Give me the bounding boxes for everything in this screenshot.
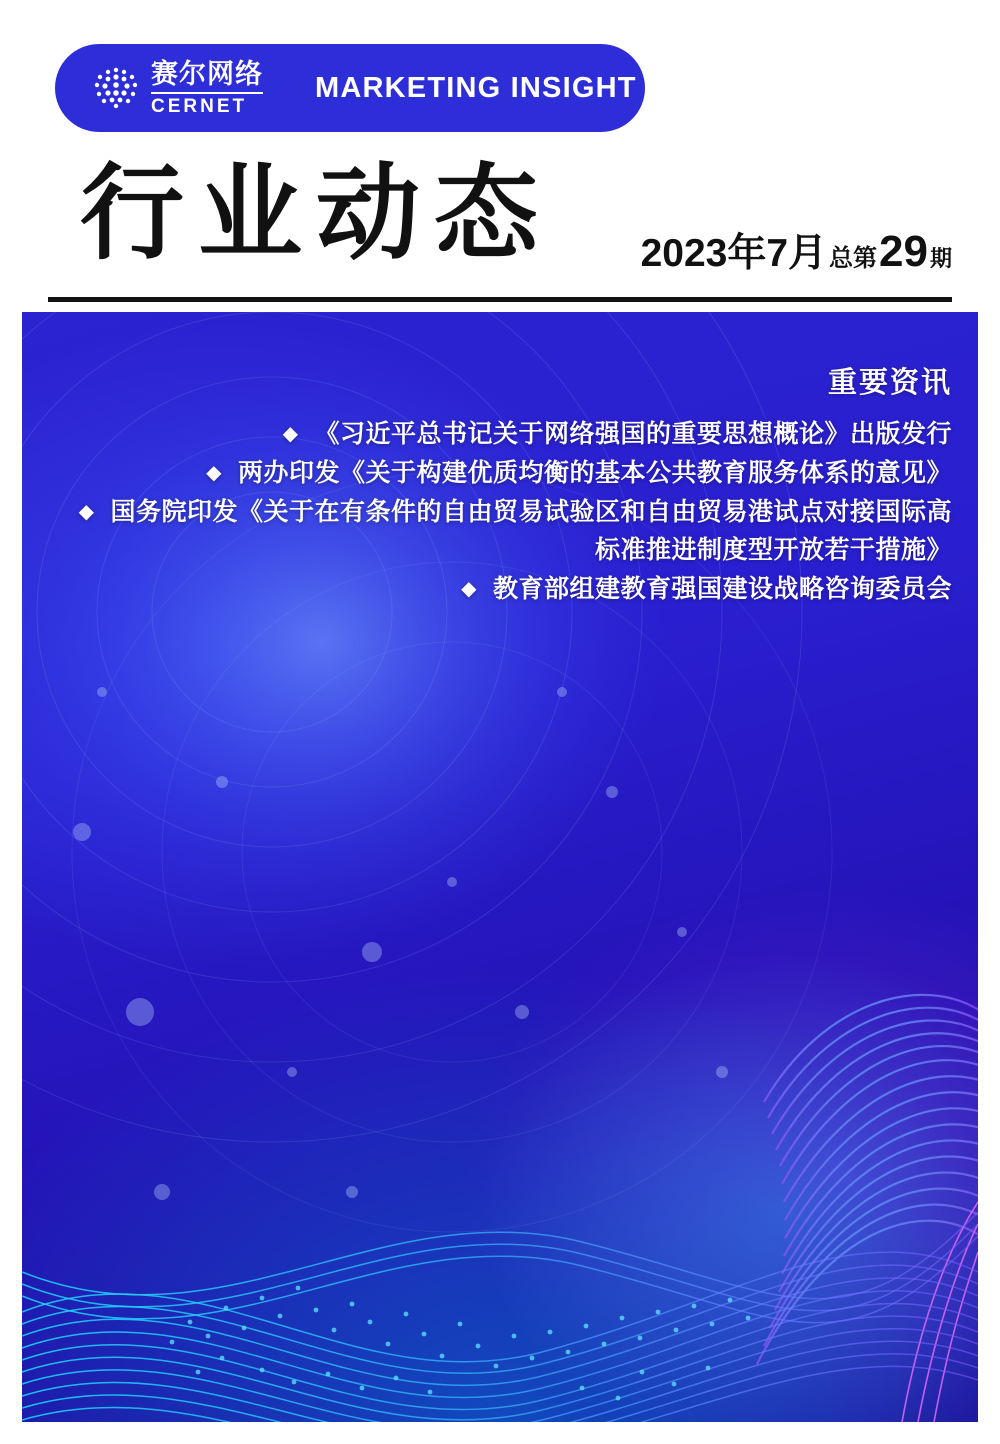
news-item-text: 两办印发《关于构建优质均衡的基本公共教育服务体系的意见》 bbox=[237, 458, 952, 487]
masthead bbox=[0, 150, 1000, 300]
news-section-title: 重要资讯 bbox=[827, 367, 952, 399]
page-title: 行业动态 bbox=[80, 152, 553, 274]
cernet-logo bbox=[91, 58, 263, 117]
news-item-text-continued: 标准推进制度型开放若干措施》 bbox=[594, 536, 952, 565]
news-item-text: 教育部组建教育强国建设战略咨询委员会 bbox=[492, 575, 952, 603]
header-divider bbox=[48, 297, 952, 302]
issue-suffix: 期 bbox=[929, 246, 952, 271]
issue-total-prefix: 总第 bbox=[829, 245, 878, 272]
diamond-bullet-icon: ◆ bbox=[206, 461, 222, 484]
brand-badge bbox=[55, 44, 645, 132]
cernet-dots-globe-icon bbox=[91, 63, 141, 113]
issue-number: 29 bbox=[879, 227, 928, 276]
diamond-bullet-icon: ◆ bbox=[461, 578, 477, 600]
diamond-bullet-icon: ◆ bbox=[282, 423, 299, 445]
news-item bbox=[52, 415, 952, 454]
news-item-text: 国务院印发《关于在有条件的自由贸易试验区和自由贸易港试点对接国际高 bbox=[110, 497, 952, 526]
hero-panel bbox=[22, 312, 978, 1422]
news-item bbox=[52, 454, 952, 493]
issue-date: 2023年7月 bbox=[640, 232, 828, 275]
news-item-text: 《习近平总书记关于网络强国的重要思想概论》出版发行 bbox=[314, 420, 952, 448]
news-item bbox=[52, 493, 952, 571]
brand-name-en: CERNET bbox=[151, 92, 263, 116]
news-block bbox=[52, 360, 952, 609]
brand-wordmark bbox=[151, 58, 263, 117]
news-item bbox=[52, 570, 952, 609]
badge-title: MARKETING INSIGHT bbox=[315, 71, 637, 104]
issue-info bbox=[641, 222, 952, 278]
diamond-bullet-icon: ◆ bbox=[78, 500, 95, 523]
brand-name-cn: 赛尔网络 bbox=[151, 58, 263, 89]
